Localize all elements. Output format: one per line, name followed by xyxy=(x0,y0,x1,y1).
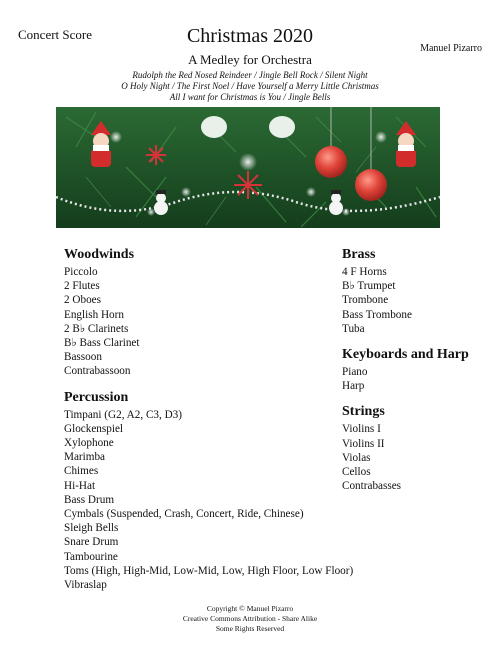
keyboards-heading: Keyboards and Harp xyxy=(342,347,469,363)
strings-section xyxy=(342,403,469,493)
footer-line: Some Rights Reserved xyxy=(215,624,285,633)
instrument-item: Tuba xyxy=(342,322,365,335)
instrument-item: Bass Trombone xyxy=(342,308,412,321)
percussion-section xyxy=(64,389,353,593)
instrument-item: Piano xyxy=(342,366,368,379)
percussion-heading: Percussion xyxy=(64,389,129,405)
instrument-item: Glockenspiel xyxy=(64,422,124,435)
woodwinds-section xyxy=(64,246,353,379)
instrument-item: Tambourine xyxy=(64,550,118,563)
page-subtitle: A Medley for Orchestra xyxy=(188,52,312,67)
page-title: Christmas 2020 xyxy=(186,25,314,47)
instrument-item: English Horn xyxy=(64,308,124,321)
right-instrument-column xyxy=(342,246,469,503)
instrument-item: Violas xyxy=(342,451,371,464)
instrument-item: Toms (High, High-Mid, Low-Mid, Low, High Floor, Low Floor) xyxy=(64,564,354,577)
footer-line: Copyright © Manuel Pizarro xyxy=(206,604,294,613)
instrument-item: 4 F Horns xyxy=(342,266,387,278)
instrument-item: Cymbals (Suspended, Crash, Concert, Ride, Chinese) xyxy=(64,508,304,521)
instrument-item: Violins II xyxy=(342,437,385,450)
instrument-item: Bassoon xyxy=(64,351,102,364)
instrument-item: Marimba xyxy=(64,451,106,464)
instrument-item: B♭ Bass Clarinet xyxy=(64,337,140,350)
instrument-item: 2 Flutes xyxy=(64,280,100,293)
copyright-footer xyxy=(0,604,500,634)
christmas-tree-illustration xyxy=(56,107,440,228)
concert-score-label: Concert Score xyxy=(18,27,93,42)
brass-section xyxy=(342,246,469,336)
christmas-banner-image xyxy=(56,107,440,228)
brass-heading: Brass xyxy=(342,247,376,262)
keyboards-list xyxy=(342,365,469,393)
instrument-item: Contrabassoon xyxy=(64,365,131,378)
instrument-item: Harp xyxy=(342,380,365,393)
instrument-item: B♭ Trumpet xyxy=(342,280,396,293)
song-list xyxy=(0,70,500,103)
instrument-item: Xylophone xyxy=(64,437,114,450)
strings-list xyxy=(342,422,469,493)
composer-name: Manuel Pizarro xyxy=(420,43,482,54)
instrument-item: Violins I xyxy=(342,423,381,436)
song-line: O Holy Night / The First Noel / Have Yourself a Merry Little Christmas xyxy=(121,81,379,91)
percussion-list xyxy=(64,408,353,593)
woodwinds-list xyxy=(64,265,353,379)
instrument-item: Sleigh Bells xyxy=(64,522,119,535)
instrument-item: Cellos xyxy=(342,466,371,479)
instrument-item: Timpani (G2, A2, C3, D3) xyxy=(64,408,182,421)
instrument-item: 2 Oboes xyxy=(64,294,101,307)
instrument-item: Contrabasses xyxy=(342,480,402,493)
instrument-item: Trombone xyxy=(342,294,389,307)
instrument-item: Hi-Hat xyxy=(64,479,96,492)
instrument-item: 2 B♭ Clarinets xyxy=(64,322,129,335)
instrument-item: Snare Drum xyxy=(64,536,119,549)
brass-list xyxy=(342,265,469,336)
footer-line: Creative Commons Attribution - Share Alike xyxy=(182,614,318,623)
instrument-item: Piccolo xyxy=(64,266,98,278)
instrument-item: Chimes xyxy=(64,465,99,478)
song-line: All I want for Christmas is You / Jingle Bells xyxy=(169,92,331,102)
strings-heading: Strings xyxy=(342,404,385,420)
instrument-item: Bass Drum xyxy=(64,493,115,506)
song-line: Rudolph the Red Nosed Reindeer / Jingle Bell Rock / Silent Night xyxy=(132,70,368,80)
left-instrument-column xyxy=(64,246,353,602)
instrument-item: Vibraslap xyxy=(64,579,107,592)
woodwinds-heading: Woodwinds xyxy=(64,247,135,262)
keyboards-section xyxy=(342,346,469,393)
